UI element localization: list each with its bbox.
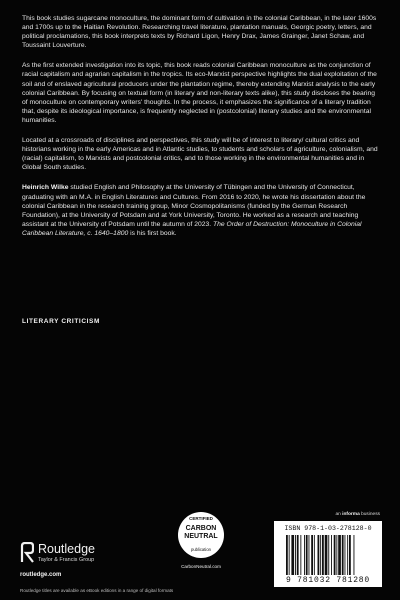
barcode-bars-icon bbox=[286, 535, 370, 575]
carbon-neutral-label: CARBON NEUTRAL bbox=[184, 525, 218, 540]
publisher-group: Taylor & Francis Group bbox=[38, 557, 95, 563]
carbon-neutral-badge bbox=[175, 512, 227, 576]
isbn-barcode bbox=[274, 521, 382, 587]
subject-category: LITERARY CRITICISM bbox=[22, 318, 100, 325]
publisher-logo bbox=[20, 542, 130, 572]
description-paragraph-2: As the first extended investigation into its topic, this book reads colonial Caribbean monoculture as the conjunction of racial capitalism and agrarian capitalism in the tropics. Its eco-Marxist perspective highlights the dual exploitation of the soil and of enslaved agricultural producers under the plantation regime, thereby extending Marxist analysis to the early colonial Caribbean. By focusing on textual form (in literary and non-literary texts alike), this study discloses the bearing of monoculture on contemporary writers' thoughts. In the process, it emphasizes the significance of a literary tradition that, despite its ideological importance, is frequently neglected in (postcolonial) literary studies and the environmental humanities. bbox=[22, 62, 377, 124]
carbon-publication-label: publication bbox=[190, 547, 212, 552]
carbon-certified-label: CERTIFIED bbox=[189, 516, 213, 521]
book-title: The Order of Destruction: Monoculture in Colonial Caribbean Literature, c. 1640–1800 bbox=[22, 220, 362, 237]
barcode-number: 9 781032 781280 bbox=[285, 576, 370, 585]
routledge-mark-icon bbox=[20, 542, 34, 564]
description-paragraph-1: This book studies sugarcane monoculture, the dominant form of cultivation in the colonial Caribbean, in the later 1600s and 1700s up to the Haitian Revolution. Researching travel literature, plantation manuals, Georgic poetry, letters, and political proclamations, this book interprets texts by Richard Ligon, Henry Drax, James Grainger, Janet Schaw, and Toussaint Louverture. bbox=[22, 15, 377, 50]
author-bio-end: is his first book. bbox=[128, 229, 177, 237]
publisher-url: routledge.com bbox=[20, 572, 62, 578]
author-bio bbox=[22, 183, 380, 238]
ebook-note: Routledge titles are available as eBook editions in a range of digital formats bbox=[20, 588, 174, 593]
carbon-neutral-site: CarbonNeutral.com bbox=[181, 564, 221, 569]
informa-business-label: an informa business bbox=[335, 512, 380, 517]
description-paragraph-3: Located at a crossroads of disciplines and perspectives, this study will be of interest to literary/ cultural critics and historians working in the early Americas and in Atlantic studies, to students and scholars of agriculture, colonialism, and (racial) capitalism, to Marxists and postcolonial critics, and to those working in the environmental humanities and in Global South studies. bbox=[22, 137, 378, 172]
isbn-label: ISBN 978-1-03-278128-0 bbox=[284, 525, 372, 532]
publisher-name: Routledge bbox=[38, 542, 95, 556]
author-name: Heinrich Wilke bbox=[22, 184, 69, 192]
author-bio-text: studied English and Philosophy at the University of Tübingen and the University of Connecticut, graduating with an M.A. in English Literatures and Cultures. From 2016 to 2020, he wrote his dissertation about the colonial Caribbean in the research training group, Minor Cosmopolitanisms (funded by the German Research Foundation), at the University of Potsdam and at York University, Toronto. He worked as a research and teaching assistant at the University of Potsdam until the autumn of 2023. bbox=[22, 184, 366, 228]
back-cover-text bbox=[22, 14, 380, 249]
